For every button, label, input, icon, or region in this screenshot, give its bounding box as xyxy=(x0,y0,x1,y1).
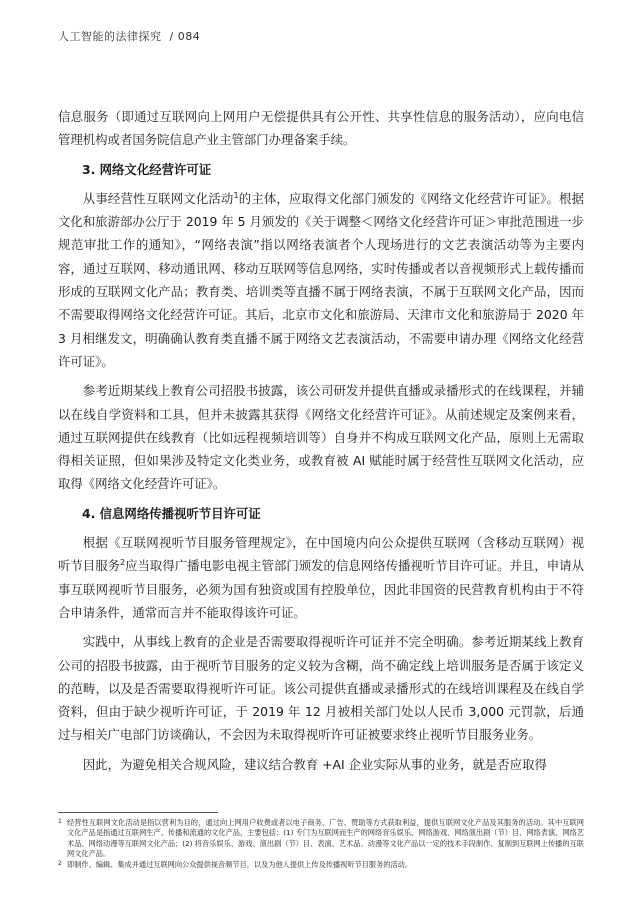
paragraph-text: 应当取得广播电影电视主管部门颁发的信息网络传播视听节目许可证。并且，申请从事互联网视听节目服务，必须为国有独资或国有控股单位，因此非国资的民营教育机构由于不符合申请条件，通常而言并不能取得该许可证。 xyxy=(58,558,585,620)
paragraph-conclusion: 因此，为避免相关合规风险，建议结合教育 +AI 企业实际从事的业务，就是否应取得 xyxy=(82,756,547,772)
section-heading-4: 4. 信息网络传播视听节目许可证 xyxy=(82,505,261,521)
paragraph-text: 根据《互联网视听节目服务管理规定》，在中国境内向公众提供互联网（含移动互联网）视听节目服务 xyxy=(58,535,584,574)
paragraph-av-license xyxy=(58,531,584,624)
body-text xyxy=(58,105,584,776)
footnote-mark: 2 xyxy=(58,859,62,867)
footnote-ref-2[interactable]: 2 xyxy=(120,558,126,568)
paragraph-culture-license xyxy=(58,187,584,373)
footnote-divider xyxy=(58,812,218,813)
footnotes xyxy=(58,818,584,870)
footnote-text: 即制作、编辑、集成并通过互联网向公众提供视音频节目，以及为他人提供上传及传播视听节目服务的活动。 xyxy=(67,859,413,869)
paragraph-continued: 信息服务（即通过互联网向上网用户无偿提供具有公开性、共享性信息的服务活动），应向电信管理机构或者国务院信息产业主管部门办理备案手续。 xyxy=(58,109,584,148)
section-heading-3: 3. 网络文化经营许可证 xyxy=(82,161,212,177)
running-header xyxy=(58,28,200,44)
paragraph-case-study-2: 实践中，从事线上教育的企业是否需要取得视听许可证并不完全明确。参考近期某线上教育公司的招股书披露，由于视听节目服务的定义较为含糊，尚不确定线上培训服务是否属于该定义的范畴，以及是否需要取得视听许可证。该公司提供直播或录播形式的在线培训课程及在线自学资料，但由于缺少视听许可证，于 2019 年 12 月被相关部门处以人民币 3,000 元罚款，后通过与相关广电部门访谈确认，不会因为未取得视听许可证被要求终止视听节目服务业务。 xyxy=(58,634,584,743)
paragraph-case-study-1: 参考近期某线上教育公司招股书披露，该公司研发并提供直播或录播形式的在线课程，并辅以在线自学资料和工具，但并未披露其获得《网络文化经营许可证》。从前述规定及案例来看，通过互联网提供在线教育（比如远程视频培训等）自身并不构成互联网文化产品，原则上无需取得相关证照，但如果涉及特定文化类业务，或教育被 AI 赋能时属于经营性互联网文化活动，应取得《网络文化经营许可证》。 xyxy=(58,383,584,492)
footnote-mark: 1 xyxy=(58,818,62,825)
book-title: 人工智能的法律探究 xyxy=(58,30,162,43)
page-number: / 084 xyxy=(169,30,201,43)
paragraph-text: 从事经营性互联网文化活动 xyxy=(82,190,234,206)
footnote-2 xyxy=(58,860,584,870)
footnote-1 xyxy=(58,818,584,860)
paragraph-text: 的主体，应取得文化部门颁发的《网络文化经营许可证》。根据文化和旅游部办公厅于 2019 年 5 月颁发的《关于调整＜网络文化经营许可证＞审批范围进一步规范审批工作的通知》，“网络表演”指以网络表演者个人现场进行的文艺表演活动等为主要内容，通过互联网、移动通讯网、移动互联网等信息网络，实时传播或者以音视频形式上载传播而形成的互联网文化产品；教育类、培训类等直播不属于网络表演，不属于互联网文化产品，因而不需要取得网络文化经营许可证。其后，北京市文化和旅游局、天津市文化和旅游局于 2020 年 3 月相继发文，明确确认教育类直播不属于网络文艺表演活动，不需要申请办理《网络文化经营许可证》。 xyxy=(58,190,585,369)
footnote-ref-1[interactable]: 1 xyxy=(233,190,239,200)
footnote-text: 经营性互联网文化活动是指以营利为目的，通过向上网用户收费或者以电子商务、广告、赞助等方式获取利益，提供互联网文化产品及其服务的活动。其中互联网文化产品是指通过互联网生产、传播和流通的文化产品，主要包括：(1) 专门为互联网而生产的网络音乐娱乐、网络游戏、网络演出剧（节）目、网络表演、网络艺术品、网络动漫等互联网文化产品；(2) 将音乐娱乐、游戏、演出剧（节）目、表演、艺术品、动漫等文化产品以一定的技术手段制作、复制到互联网上传播的互联网文化产品。 xyxy=(67,818,584,859)
